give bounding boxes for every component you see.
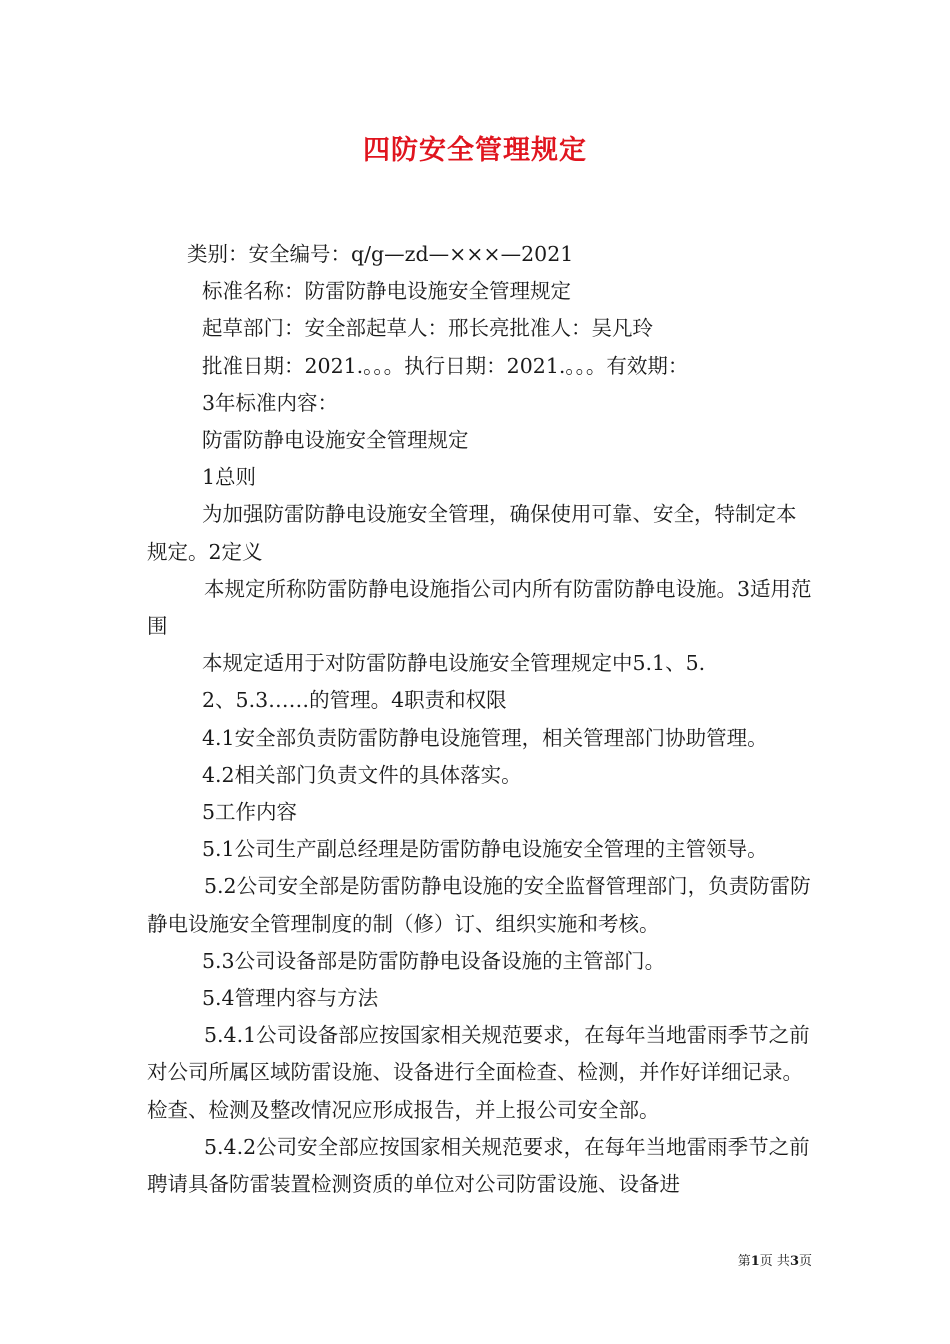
document-body bbox=[147, 236, 812, 1203]
footer-middle: 页 共 bbox=[759, 1254, 790, 1269]
body-paragraph: 5.1公司生产副总经理是防雷防静电设施安全管理的主管领导。 bbox=[202, 837, 768, 862]
body-paragraph: 5.3公司设备部是防雷防静电设备设施的主管部门。 bbox=[202, 948, 666, 973]
body-paragraph: 4.1安全部负责防雷防静电设施管理，相关管理部门协助管理。 bbox=[202, 725, 768, 750]
page-footer bbox=[700, 1250, 812, 1269]
body-paragraph: 5工作内容 bbox=[202, 800, 298, 825]
body-paragraph: 5.2公司安全部是防雷防静电设施的安全监督管理部门，负责防雷防静电设施安全管理制度的制（修）订、组织实施和考核。 bbox=[147, 874, 811, 936]
body-paragraph: 1总则 bbox=[202, 465, 257, 490]
body-paragraph: 3年标准内容： bbox=[202, 390, 339, 415]
body-paragraph: 为加强防雷防静电设施安全管理，确保使用可靠、安全，特制定本规定。2定义 bbox=[147, 502, 797, 564]
body-paragraph: 防雷防静电设施安全管理规定 bbox=[202, 428, 469, 453]
body-paragraph: 本规定适用于对防雷防静电设施安全管理规定中5.1、5. bbox=[202, 651, 706, 676]
body-paragraph: 类别：安全编号：q/g—zd—×××—2021 bbox=[187, 242, 574, 266]
body-paragraph: 标准名称：防雷防静电设施安全管理规定 bbox=[202, 279, 571, 304]
body-paragraph: 本规定所称防雷防静电设施指公司内所有防雷防静电设施。3适用范围 bbox=[147, 576, 812, 639]
body-paragraph: 4.2相关部门负责文件的具体落实。 bbox=[202, 762, 522, 787]
footer-current-page: 1 bbox=[750, 1254, 760, 1269]
body-paragraph: 批准日期：2021.。。。执行日期：2021.。。。有效期： bbox=[202, 353, 689, 378]
body-paragraph: 5.4管理内容与方法 bbox=[202, 986, 379, 1011]
body-paragraph: 2、5.3……的管理。4职责和权限 bbox=[202, 688, 507, 713]
footer-prefix: 第 bbox=[737, 1254, 751, 1269]
body-paragraph: 起草部门：安全部起草人：邢长亮批准人：吴凡玲 bbox=[202, 316, 653, 341]
body-paragraph: 5.4.2公司安全部应按国家相关规范要求，在每年当地雷雨季节之前聘请具备防雷装置检测资质的单位对公司防雷设施、设备进 bbox=[147, 1134, 810, 1197]
body-paragraph: 5.4.1公司设备部应按国家相关规范要求，在每年当地雷雨季节之前对公司所属区域防雷设施、设备进行全面检查、检测，并作好详细记录。检查、检测及整改情况应形成报告，并上报公司安全部。 bbox=[147, 1023, 810, 1122]
document-title: 四防安全管理规定 bbox=[363, 135, 587, 166]
footer-suffix: 页 bbox=[798, 1254, 812, 1269]
footer-total-pages: 3 bbox=[789, 1254, 799, 1269]
